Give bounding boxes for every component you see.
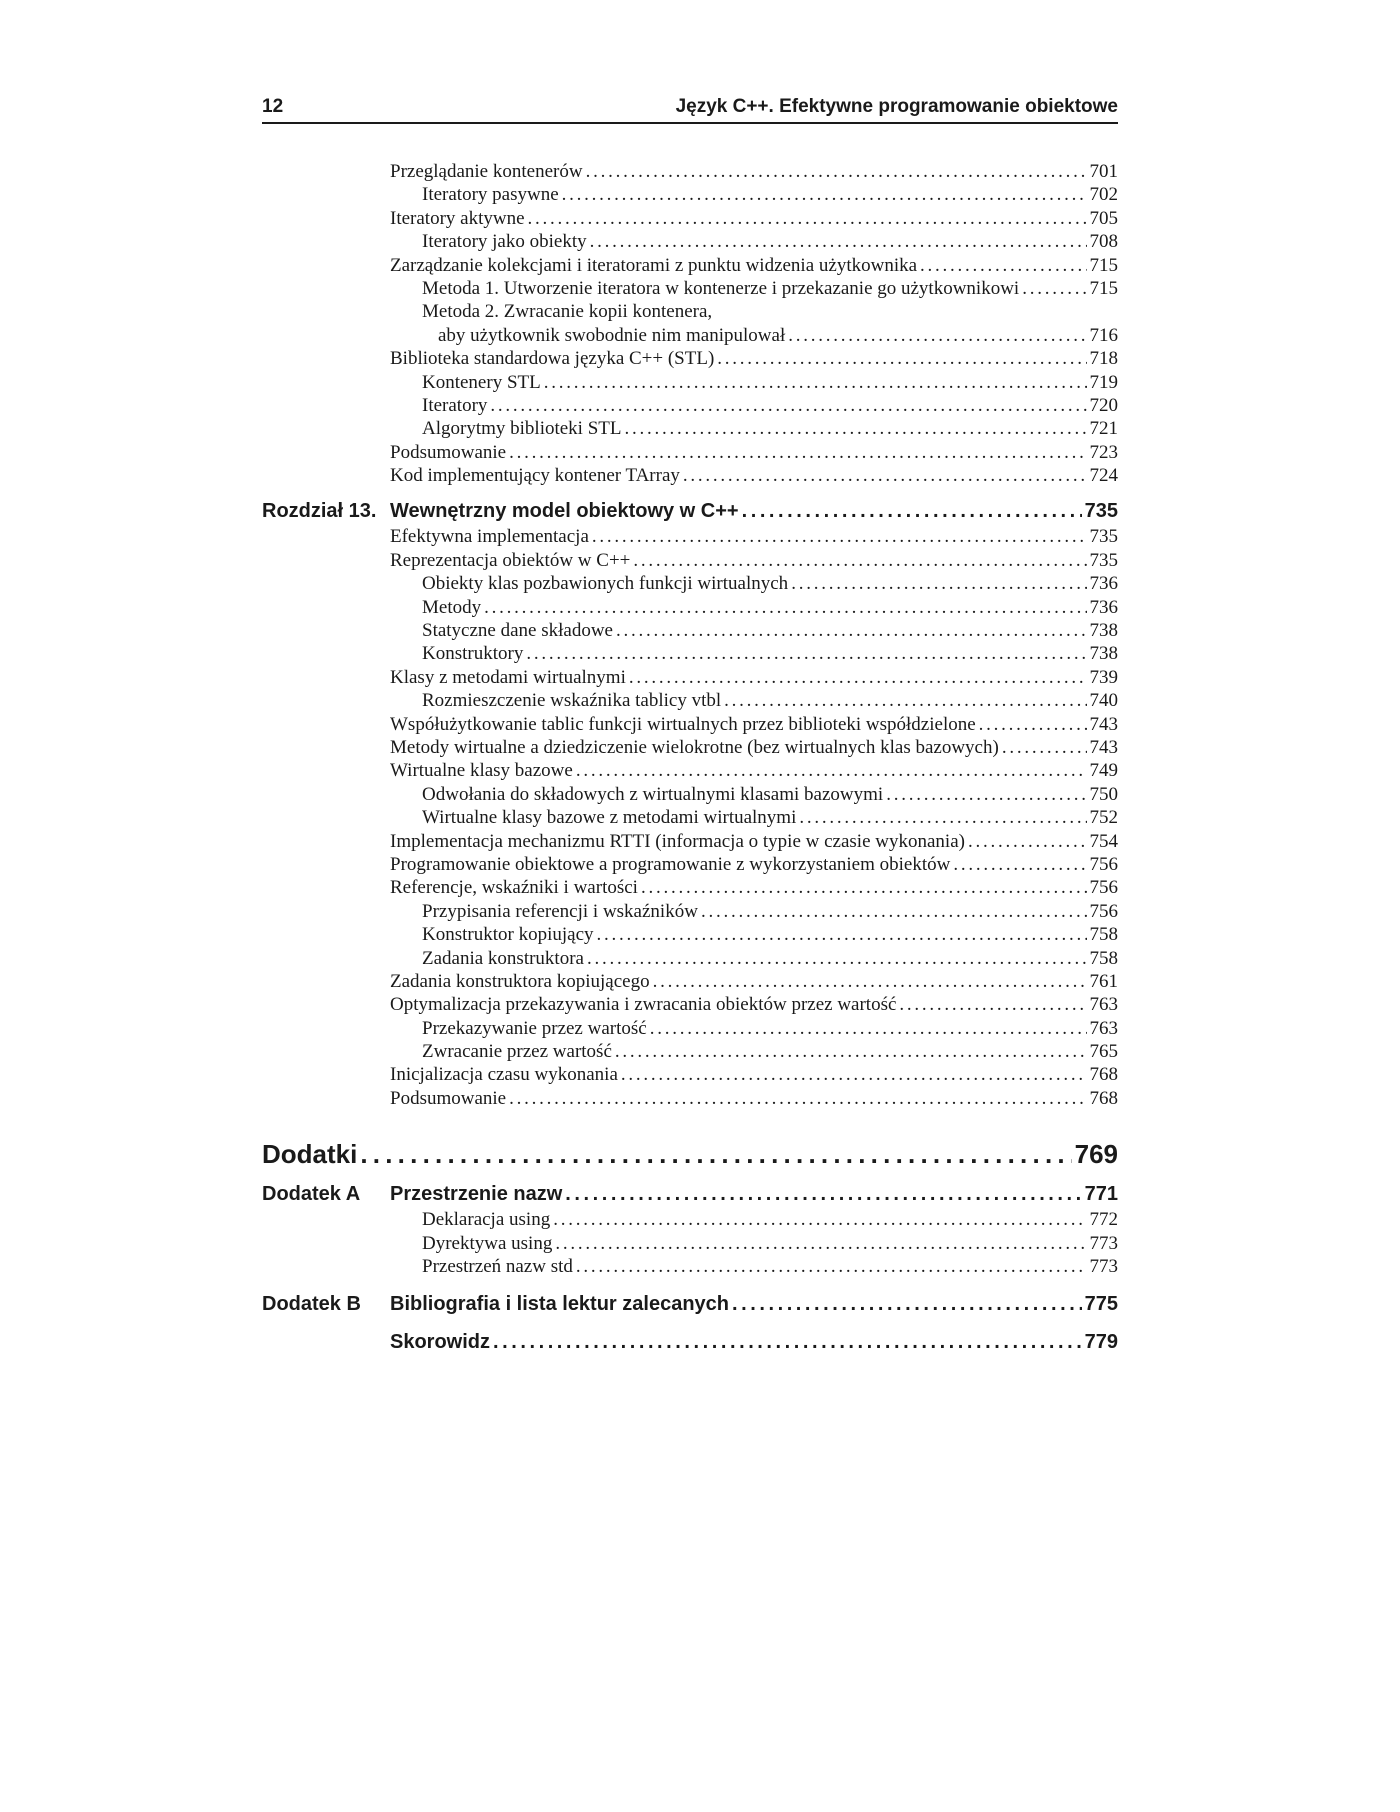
- toc-entry: [422, 1208, 1118, 1231]
- dot-leader: [544, 371, 1087, 394]
- toc-entry: [390, 759, 1118, 782]
- toc-entry: [390, 713, 1118, 736]
- toc-entry: [422, 596, 1118, 619]
- toc-entry: [390, 549, 1118, 572]
- appendix-page: 771: [1084, 1183, 1118, 1206]
- toc-entry: [422, 689, 1118, 712]
- toc-section-chapter-13: [262, 525, 1118, 1110]
- toc-entry-title: Kontenery STL: [422, 371, 541, 393]
- dot-leader: [979, 713, 1087, 736]
- toc-entry-page: 750: [1089, 783, 1118, 805]
- toc-entry: [422, 1040, 1118, 1063]
- toc-entry-page: 723: [1089, 441, 1118, 463]
- toc-entry-title: Wirtualne klasy bazowe: [390, 760, 573, 782]
- toc-section-top: [262, 160, 1118, 487]
- appendix-title: Przestrzenie nazw: [390, 1183, 563, 1206]
- toc-entry-page: 749: [1089, 760, 1118, 782]
- toc-appendix-a: [262, 1180, 1118, 1208]
- toc-entry-page: 724: [1089, 465, 1118, 487]
- dot-leader: [633, 549, 1086, 572]
- toc-entry-title: Inicjalizacja czasu wykonania: [390, 1064, 618, 1086]
- toc-entry-title: Odwołania do składowych z wirtualnymi klasami bazowymi: [422, 783, 884, 805]
- appendix-label: Dodatek B: [262, 1293, 361, 1316]
- toc-entry-page: 715: [1089, 254, 1118, 276]
- toc-entry: [422, 572, 1118, 595]
- toc-chapter-13: [262, 497, 1118, 525]
- index-title: Skorowidz: [390, 1331, 491, 1354]
- toc-entry-title: Biblioteka standardowa języka C++ (STL): [390, 348, 715, 370]
- toc-entry: [390, 1087, 1118, 1110]
- part-page: 769: [1074, 1139, 1118, 1170]
- toc-entry-title: Iteratory aktywne: [390, 207, 525, 229]
- toc-entry-title: Zwracanie przez wartość: [422, 1041, 612, 1063]
- toc-section-appendix-a: [262, 1208, 1118, 1278]
- dot-leader: [968, 830, 1087, 853]
- dot-leader: [553, 1208, 1086, 1231]
- toc-entry: [422, 900, 1118, 923]
- toc-entry-page: 756: [1089, 900, 1118, 922]
- dot-leader: [732, 1290, 1082, 1318]
- toc-entry-page: 720: [1089, 394, 1118, 416]
- dot-leader: [683, 464, 1087, 487]
- chapter-label: Rozdział 13.: [262, 500, 377, 523]
- dot-leader: [899, 993, 1086, 1016]
- dot-leader: [592, 525, 1087, 548]
- dot-leader: [953, 853, 1086, 876]
- toc-entry: [390, 347, 1118, 370]
- toc-entry-title: Rozmieszczenie wskaźnika tablicy vtbl: [422, 690, 722, 712]
- dot-leader: [920, 254, 1086, 277]
- toc-entry: [422, 642, 1118, 665]
- toc-entry: [422, 806, 1118, 829]
- toc-entry-title: Algorytmy biblioteki STL: [422, 418, 622, 440]
- toc-entry: [422, 1255, 1118, 1278]
- dot-leader: [509, 1087, 1086, 1110]
- toc-entry: [390, 441, 1118, 464]
- toc-entry-page: 739: [1089, 666, 1118, 688]
- toc-entry-title: Wirtualne klasy bazowe z metodami wirtualnymi: [422, 807, 797, 829]
- toc-entry-title: Deklaracja using: [422, 1209, 551, 1231]
- toc-entry-title: Podsumowanie: [390, 1087, 507, 1109]
- dot-leader: [528, 207, 1087, 230]
- toc-entry: [422, 371, 1118, 394]
- toc-entry: [390, 993, 1118, 1016]
- dot-leader: [587, 947, 1087, 970]
- toc-entry-page: 772: [1089, 1209, 1118, 1231]
- toc-entry: [422, 277, 1118, 300]
- dot-leader: [625, 417, 1087, 440]
- toc-entry-page: 743: [1089, 713, 1118, 735]
- dot-leader: [565, 1180, 1081, 1208]
- toc-entry-title: Obiekty klas pozbawionych funkcji wirtualnych: [422, 573, 789, 595]
- running-header: [262, 92, 1118, 124]
- toc-entry: [390, 160, 1118, 183]
- dot-leader: [717, 347, 1086, 370]
- toc-entry: [422, 1017, 1118, 1040]
- toc-entry-title: Metody: [422, 596, 482, 618]
- toc-entry: [422, 923, 1118, 946]
- dot-leader: [799, 806, 1086, 829]
- toc-entry: [422, 300, 1118, 323]
- dot-leader: [653, 970, 1087, 993]
- toc-entry: [422, 394, 1118, 417]
- dot-leader: [590, 230, 1087, 253]
- toc-entry-title: Przypisania referencji i wskaźników: [422, 900, 698, 922]
- toc-entry-page: 702: [1089, 184, 1118, 206]
- toc-entry-title: Przestrzeń nazw std: [422, 1256, 573, 1278]
- toc-entry-title: Kod implementujący kontener TArray: [390, 465, 680, 487]
- toc-entry-title: Współużytkowanie tablic funkcji wirtualnych przez biblioteki współdzielone: [390, 713, 976, 735]
- appendix-label: Dodatek A: [262, 1183, 361, 1206]
- toc-entry: [390, 464, 1118, 487]
- dot-leader: [615, 1040, 1087, 1063]
- toc-entry-title: Zadania konstruktora kopiującego: [390, 970, 650, 992]
- appendix-title: Bibliografia i lista lektur zalecanych: [390, 1293, 730, 1316]
- toc-entry-page: 701: [1089, 161, 1118, 182]
- toc-entry-title: Programowanie obiektowe a programowanie z wykorzystaniem obiektów: [390, 853, 951, 875]
- toc-entry: [390, 1063, 1118, 1086]
- toc-entry-title: aby użytkownik swobodnie nim manipulował: [438, 324, 786, 346]
- toc-entry-page: 752: [1089, 807, 1118, 829]
- toc-entry-title: Iteratory pasywne: [422, 184, 559, 206]
- toc-entry-page: 756: [1089, 853, 1118, 875]
- toc-entry: [422, 947, 1118, 970]
- table-of-contents: [262, 160, 1118, 1356]
- toc-entry-page: 718: [1089, 348, 1118, 370]
- toc-entry-title: Zarządzanie kolekcjami i iteratorami z punktu widzenia użytkownika: [390, 254, 918, 276]
- toc-entry: [390, 830, 1118, 853]
- dot-leader: [616, 619, 1087, 642]
- toc-appendix-b: [262, 1290, 1118, 1318]
- toc-entry-page: 756: [1089, 877, 1118, 899]
- dot-leader: [621, 1063, 1087, 1086]
- dot-leader: [886, 783, 1086, 806]
- toc-entry: [390, 254, 1118, 277]
- toc-entry-page: 768: [1089, 1064, 1118, 1086]
- toc-entry-title: Implementacja mechanizmu RTTI (informacja o typie w czasie wykonania): [390, 830, 965, 852]
- toc-entry-page: 761: [1089, 970, 1118, 992]
- dot-leader: [1022, 277, 1086, 300]
- toc-entry: [390, 525, 1118, 548]
- dot-leader: [641, 876, 1087, 899]
- dot-leader: [629, 666, 1087, 689]
- dot-leader: [650, 1017, 1087, 1040]
- dot-leader: [555, 1232, 1086, 1255]
- dot-leader: [484, 596, 1086, 619]
- page-number: 12: [262, 96, 284, 117]
- toc-entry-page: 758: [1089, 924, 1118, 946]
- toc-entry-title: Efektywna implementacja: [390, 526, 589, 548]
- toc-entry-page: 743: [1089, 736, 1118, 758]
- toc-part-appendices: [262, 1136, 1118, 1172]
- dot-leader: [788, 324, 1086, 347]
- toc-entry: [422, 183, 1118, 206]
- dot-leader: [724, 689, 1086, 712]
- toc-entry-page: 735: [1089, 549, 1118, 571]
- dot-leader: [1002, 736, 1087, 759]
- toc-entry: [422, 619, 1118, 642]
- appendix-page: 775: [1084, 1293, 1118, 1316]
- toc-entry-page: 740: [1089, 690, 1118, 712]
- toc-entry-page: 716: [1089, 324, 1118, 346]
- toc-entry: [390, 736, 1118, 759]
- toc-entry-page: 758: [1089, 947, 1118, 969]
- dot-leader: [701, 900, 1087, 923]
- toc-entry: [422, 783, 1118, 806]
- toc-entry-page: 773: [1089, 1256, 1118, 1278]
- toc-entry-title: Iteratory jako obiekty: [422, 231, 587, 253]
- toc-entry-page: 735: [1089, 526, 1118, 548]
- dot-leader: [576, 1255, 1087, 1278]
- toc-entry-title: Metoda 1. Utworzenie iteratora w kontenerze i przekazanie go użytkownikowi: [422, 277, 1020, 299]
- dot-leader: [493, 1328, 1082, 1356]
- toc-entry: [438, 324, 1118, 347]
- toc-entry-title: Statyczne dane składowe: [422, 620, 613, 642]
- chapter-page: 735: [1084, 500, 1118, 523]
- toc-index: [262, 1328, 1118, 1356]
- toc-entry-page: 721: [1089, 418, 1118, 440]
- toc-entry-title: Referencje, wskaźniki i wartości: [390, 877, 638, 899]
- toc-entry-page: 736: [1089, 596, 1118, 618]
- toc-entry-title: Reprezentacja obiektów w C++: [390, 549, 631, 571]
- toc-entry-title: Konstruktory: [422, 643, 524, 665]
- dot-leader: [526, 642, 1086, 665]
- toc-entry: [390, 853, 1118, 876]
- toc-entry-title: Konstruktor kopiujący: [422, 924, 594, 946]
- toc-entry: [422, 230, 1118, 253]
- toc-entry-title: Metody wirtualne a dziedziczenie wielokrotne (bez wirtualnych klas bazowych): [390, 736, 999, 758]
- dot-leader: [586, 160, 1087, 183]
- toc-entry-page: 738: [1089, 643, 1118, 665]
- toc-entry-title: Przeglądanie kontenerów: [390, 161, 583, 182]
- dot-leader: [576, 759, 1087, 782]
- dot-leader: [597, 923, 1087, 946]
- dot-leader: [791, 572, 1086, 595]
- toc-entry-page: 738: [1089, 620, 1118, 642]
- toc-entry-page: 765: [1089, 1041, 1118, 1063]
- toc-entry: [390, 876, 1118, 899]
- toc-entry-page: 705: [1089, 207, 1118, 229]
- part-title: Dodatki: [262, 1139, 358, 1170]
- toc-entry-title: Dyrektywa using: [422, 1232, 553, 1254]
- dot-leader: [360, 1136, 1071, 1172]
- toc-entry-title: Przekazywanie przez wartość: [422, 1017, 647, 1039]
- chapter-title: Wewnętrzny model obiektowy w C++: [390, 500, 739, 523]
- toc-entry-page: 763: [1089, 994, 1118, 1016]
- toc-entry-page: 708: [1089, 231, 1118, 253]
- dot-leader: [509, 441, 1086, 464]
- toc-entry-page: 768: [1089, 1087, 1118, 1109]
- toc-entry: [390, 970, 1118, 993]
- toc-entry: [390, 666, 1118, 689]
- dot-leader: [490, 394, 1086, 417]
- toc-entry-page: 719: [1089, 371, 1118, 393]
- book-title: Język C++. Efektywne programowanie obiektowe: [675, 96, 1118, 117]
- toc-entry-title: Podsumowanie: [390, 441, 507, 463]
- toc-entry-title: Klasy z metodami wirtualnymi: [390, 666, 626, 688]
- toc-entry-page: 736: [1089, 573, 1118, 595]
- toc-entry-title: Metoda 2. Zwracanie kopii kontenera,: [422, 301, 713, 323]
- toc-entry-title: Optymalizacja przekazywania i zwracania obiektów przez wartość: [390, 994, 897, 1016]
- toc-entry-page: 773: [1089, 1232, 1118, 1254]
- toc-entry: [422, 1232, 1118, 1255]
- toc-entry-page: 754: [1089, 830, 1118, 852]
- toc-entry-title: Zadania konstruktora: [422, 947, 584, 969]
- dot-leader: [562, 183, 1087, 206]
- index-page: 779: [1084, 1331, 1118, 1354]
- toc-entry-page: 715: [1089, 277, 1118, 299]
- toc-entry-title: Iteratory: [422, 394, 488, 416]
- toc-entry: [390, 207, 1118, 230]
- toc-entry-page: 763: [1089, 1017, 1118, 1039]
- toc-entry: [422, 417, 1118, 440]
- dot-leader: [742, 497, 1082, 525]
